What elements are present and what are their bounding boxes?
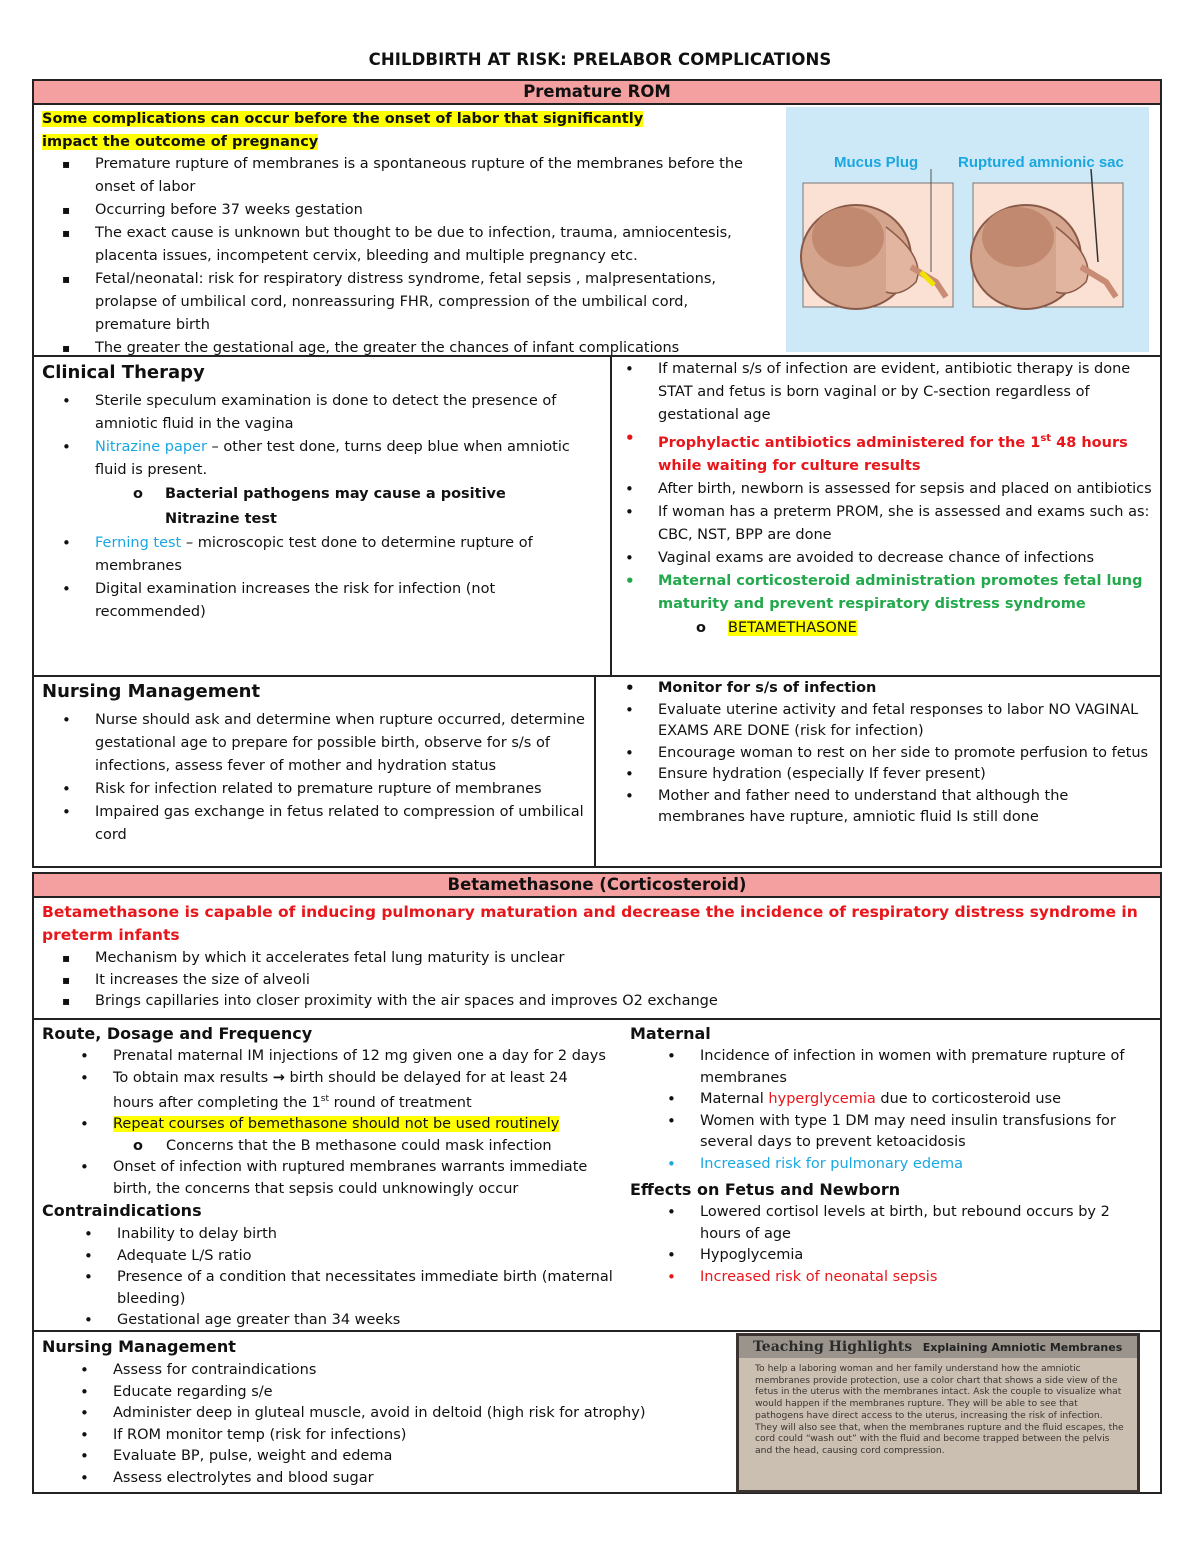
- list-item: • Nitrazine paper – other test done, turns deep blue when amniotic fluid is present.: [95, 436, 595, 482]
- list-item: • Assess electrolytes and blood sugar: [113, 1468, 723, 1490]
- effects-list: [700, 1202, 1150, 1288]
- list-item: • Encourage woman to rest on her side to promote perfusion to fetus: [658, 743, 1153, 765]
- contraindications-list: [117, 1224, 617, 1332]
- list-item: • Presence of a condition that necessitates immediate birth (maternal bleeding): [117, 1267, 617, 1310]
- list-item: • Impaired gas exchange in fetus related to compression of umbilical cord: [95, 801, 590, 847]
- list-item: • Vaginal exams are avoided to decrease chance of infections: [658, 547, 1153, 570]
- list-item: • After birth, newborn is assessed for sepsis and placed on antibiotics: [658, 478, 1153, 501]
- list-item: • Prophylactic antibiotics administered for the 1st 48 hours while waiting for culture results: [658, 427, 1153, 478]
- page-title: CHILDBIRTH AT RISK: PRELABOR COMPLICATIONS: [368, 50, 832, 69]
- list-item: • Increased risk of neonatal sepsis: [700, 1267, 1150, 1289]
- list-item: ▪ The greater the gestational age, the greater the chances of infant complications: [95, 337, 755, 360]
- list-item: • Nurse should ask and determine when rupture occurred, determine gestational age to prepare for possible birth, observe for s/s of infections, assess fever of mother and hydration status: [95, 709, 590, 778]
- list-item: ▪ Mechanism by which it accelerates fetal lung maturity is unclear: [95, 948, 1145, 970]
- list-item: • Sterile speculum examination is done to detect the presence of amniotic fluid in the vagina: [95, 390, 595, 436]
- list-item: ▪ Premature rupture of membranes is a spontaneous rupture of the membranes before the onset of labor: [95, 153, 755, 199]
- list-item: ▪ Fetal/neonatal: risk for respiratory distress syndrome, fetal sepsis , malpresentations, prolapse of umbilical cord, nonreassuring FHR, compression of the umbilical cord, premature birth: [95, 268, 755, 337]
- list-item: • If woman has a preterm PROM, she is assessed and exams such as: CBC, NST, BPP are done: [658, 501, 1153, 547]
- list-item: • Adequate L/S ratio: [117, 1246, 617, 1268]
- betamethasone-intro: Betamethasone is capable of inducing pulmonary maturation and decrease the incidence of respiratory distress syndrome in preterm infants: [42, 903, 1138, 944]
- list-item: • Ensure hydration (especially If fever present): [658, 764, 1153, 786]
- sub-list-item: o Bacterial pathogens may cause a positive Nitrazine test: [133, 486, 506, 527]
- list-item: • If maternal s/s of infection are evident, antibiotic therapy is done STAT and fetus is born vaginal or by C-section regardless of gestational age: [658, 358, 1153, 427]
- mucus-plug-label: Mucus Plug: [834, 154, 919, 171]
- teaching-highlights-box: [736, 1333, 1140, 1493]
- maternal-heading: Maternal: [630, 1024, 711, 1043]
- teaching-highlights-title: Teaching Highlights Explaining Amniotic Membranes: [739, 1336, 1137, 1358]
- maternal-list: [700, 1046, 1150, 1175]
- column-divider: [610, 355, 612, 675]
- list-item: • Mother and father need to understand that although the membranes have rupture, amniotic fluid Is still done: [658, 786, 1153, 829]
- contraindications-heading: Contraindications: [42, 1201, 202, 1220]
- section-band-betamethasone: Betamethasone (Corticosteroid): [32, 872, 1162, 898]
- betamethasone-list: [95, 948, 1145, 1013]
- list-item: • Women with type 1 DM may need insulin transfusions for several days to prevent ketoacidosis: [700, 1111, 1150, 1154]
- premature-rom-intro: [42, 108, 702, 154]
- sub-list-item: o Concerns that the B methasone could mask infection: [133, 1137, 552, 1154]
- nursing-management-left: [95, 709, 590, 847]
- clinical-therapy-heading: Clinical Therapy: [42, 362, 205, 383]
- list-item: ▪ Occurring before 37 weeks gestation: [95, 199, 755, 222]
- list-item: • Repeat courses of bemethasone should not be used routinely: [113, 1114, 613, 1136]
- clinical-therapy-right: [658, 358, 1153, 640]
- route-list: [113, 1046, 613, 1200]
- intro-highlight: Some complications can occur before the onset of labor that significantly impact the outcome of pregnancy: [42, 111, 644, 150]
- sub-list-item-betamethasone: o BETAMETHASONE: [696, 619, 857, 636]
- list-item: • Maternal corticosteroid administration promotes fetal lung maturity and prevent respiratory distress syndrome: [658, 570, 1153, 616]
- list-item: • Digital examination increases the risk for infection (not recommended): [95, 578, 595, 624]
- premature-rom-list: [95, 153, 755, 360]
- list-item: • Lowered cortisol levels at birth, but rebound occurs by 2 hours of age: [700, 1202, 1150, 1245]
- list-item: • Assess for contraindications: [113, 1360, 723, 1382]
- list-item: ▪ It increases the size of alveoli: [95, 970, 1145, 992]
- list-item: • Evaluate uterine activity and fetal responses to labor NO VAGINAL EXAMS ARE DONE (risk for infection): [658, 700, 1153, 743]
- list-item: • Increased risk for pulmonary edema: [700, 1154, 1150, 1176]
- teaching-highlights-body: To help a laboring woman and her family understand how the amniotic membranes provide protection, use a color chart that shows a side view of the fetus in the uterus with the membranes intact. Ask the couple to visualize what would happen if the membranes rupture. They will be able to see that pathogens have direct access to the uterus, increasing the risk of infection. They will also see that, when the membranes rupture and the fluid escapes, the cord could “wash out” with the fluid and become trapped between the pelvis and the head, causing cord compression.: [755, 1363, 1124, 1456]
- list-item: ▪ Brings capillaries into closer proximity with the air spaces and improves O2 exchange: [95, 991, 1145, 1013]
- list-item: • Administer deep in gluteal muscle, avoid in deltoid (high risk for atrophy): [113, 1403, 723, 1425]
- list-item: • To obtain max results → birth should be delayed for at least 24 hours after completing the 1st round of treatment: [113, 1068, 613, 1115]
- list-item: • Maternal hyperglycemia due to corticosteroid use: [700, 1089, 1150, 1111]
- ruptured-sac-label: Ruptured amnionic sac: [958, 154, 1124, 171]
- uterus-diagram-icon: [786, 107, 1149, 352]
- list-item: • Educate regarding s/e: [113, 1382, 723, 1404]
- list-item: ▪ The exact cause is unknown but thought to be due to infection, trauma, amniocentesis, placenta issues, incompetent cervix, bleeding and multiple pregnancy etc.: [95, 222, 755, 268]
- list-item: • Evaluate BP, pulse, weight and edema: [113, 1446, 723, 1468]
- nursing-management-2-list: [113, 1360, 723, 1489]
- list-item: • Hypoglycemia: [700, 1245, 1150, 1267]
- list-item: • Monitor for s/s of infection: [658, 678, 1153, 700]
- rom-illustration: [786, 107, 1149, 352]
- section-band-premature-rom: Premature ROM: [32, 79, 1162, 105]
- nursing-management-right: [658, 678, 1153, 829]
- list-item: • Incidence of infection in women with premature rupture of membranes: [700, 1046, 1150, 1089]
- list-item: • If ROM monitor temp (risk for infections): [113, 1425, 723, 1447]
- effects-heading: Effects on Fetus and Newborn: [630, 1180, 901, 1199]
- route-heading: Route, Dosage and Frequency: [42, 1024, 313, 1043]
- list-item: • Ferning test – microscopic test done to determine rupture of membranes: [95, 532, 595, 578]
- clinical-therapy-left: [95, 390, 595, 624]
- list-item: • Onset of infection with ruptured membranes warrants immediate birth, the concerns that sepsis could unknowingly occur: [113, 1157, 613, 1200]
- column-divider: [594, 675, 596, 866]
- arrow-icon: →: [272, 1069, 285, 1086]
- list-item: • Gestational age greater than 34 weeks: [117, 1310, 617, 1332]
- nursing-management-2-heading: Nursing Management: [42, 1337, 236, 1356]
- nursing-management-heading: Nursing Management: [42, 681, 261, 702]
- list-item: • Inability to delay birth: [117, 1224, 617, 1246]
- list-item: • Prenatal maternal IM injections of 12 mg given one a day for 2 days: [113, 1046, 613, 1068]
- list-item: • Risk for infection related to premature rupture of membranes: [95, 778, 590, 801]
